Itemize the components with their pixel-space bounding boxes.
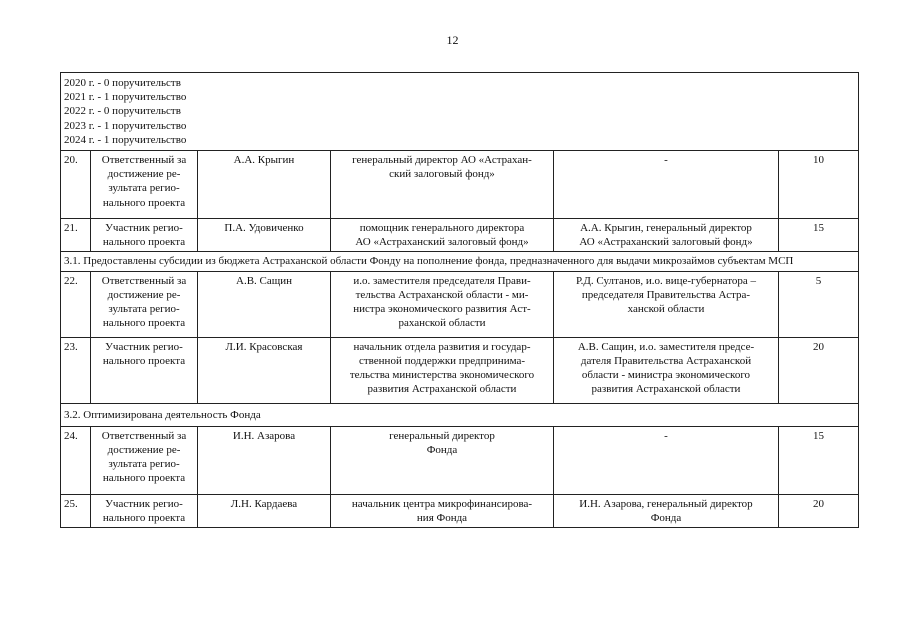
row-number: 22. bbox=[61, 271, 91, 337]
table-row bbox=[61, 337, 859, 403]
position-cell: генеральный директор АО «Астрахан- ский залоговый фонд» bbox=[331, 151, 554, 219]
supervisor-cell: И.Н. Азарова, генеральный директор Фонда bbox=[554, 494, 779, 527]
table-row bbox=[61, 426, 859, 494]
role-cell: Участник регио- нального проекта bbox=[91, 494, 198, 527]
position-cell: и.о. заместителя председателя Прави- тельства Астраханской области - ми- нистра экономического развития Аст- раханской области bbox=[331, 271, 554, 337]
name-cell: Л.И. Красовская bbox=[198, 337, 331, 403]
role-cell: Участник регио- нального проекта bbox=[91, 219, 198, 252]
guarantees-list bbox=[61, 73, 859, 151]
percent-cell: 10 bbox=[779, 151, 859, 219]
continuation-row bbox=[61, 73, 859, 151]
task-heading-row bbox=[61, 403, 859, 426]
supervisor-cell: А.В. Сащин, и.о. заместителя предсе- дателя Правительства Астраханской области - министра экономического развития Астраханской области bbox=[554, 337, 779, 403]
row-number: 23. bbox=[61, 337, 91, 403]
guarantees-line: 2024 г. - 1 поручительство bbox=[64, 133, 187, 146]
table-row bbox=[61, 271, 859, 337]
guarantees-line: 2023 г. - 1 поручительство bbox=[64, 119, 187, 132]
percent-cell: 15 bbox=[779, 219, 859, 252]
page-number: 12 bbox=[446, 33, 459, 47]
guarantees-line: 2020 г. - 0 поручительств bbox=[64, 77, 181, 89]
percent-cell: 5 bbox=[779, 271, 859, 337]
table-row bbox=[61, 494, 859, 527]
position-cell: начальник центра микрофинансирова- ния Фонда bbox=[331, 494, 554, 527]
row-number: 25. bbox=[61, 494, 91, 527]
responsibility-table bbox=[60, 72, 859, 528]
role-cell: Ответственный за достижение ре- зультата регио- нального проекта bbox=[91, 271, 198, 337]
position-cell: генеральный директор Фонда bbox=[331, 426, 554, 494]
row-number: 21. bbox=[61, 219, 91, 252]
guarantees-line: 2022 г. - 0 поручительств bbox=[64, 105, 181, 118]
role-cell: Ответственный за достижение ре- зультата регио- нального проекта bbox=[91, 151, 198, 219]
supervisor-cell: А.А. Крыгин, генеральный директор АО «Астраханский залоговый фонд» bbox=[554, 219, 779, 252]
row-number: 24. bbox=[61, 426, 91, 494]
task-3-2-heading: 3.2. Оптимизирована деятельность Фонда bbox=[61, 403, 859, 426]
table-row bbox=[61, 219, 859, 252]
supervisor-cell: - bbox=[554, 151, 779, 219]
supervisor-cell: - bbox=[554, 426, 779, 494]
name-cell: И.Н. Азарова bbox=[198, 426, 331, 494]
table-row bbox=[61, 151, 859, 219]
name-cell: Л.Н. Кардаева bbox=[198, 494, 331, 527]
percent-cell: 20 bbox=[779, 337, 859, 403]
name-cell: А.А. Крыгин bbox=[198, 151, 331, 219]
position-cell: начальник отдела развития и государ- ственной поддержки предпринима- тельства министерства экономического развития Астраханской области bbox=[331, 337, 554, 403]
role-cell: Участник регио- нального проекта bbox=[91, 337, 198, 403]
task-heading-row bbox=[61, 252, 859, 271]
percent-cell: 15 bbox=[779, 426, 859, 494]
task-3-1-heading: 3.1. Предоставлены субсидии из бюджета Астраханской области Фонду на пополнение фонда, предназначенного для выдачи микрозаймов субъектам МСП bbox=[61, 252, 859, 271]
position-cell: помощник генерального директора АО «Астраханский залоговый фонд» bbox=[331, 219, 554, 252]
name-cell: А.В. Сащин bbox=[198, 271, 331, 337]
supervisor-cell: Р.Д. Султанов, и.о. вице-губернатора – председателя Правительства Астра- ханской области bbox=[554, 271, 779, 337]
guarantees-line: 2021 г. - 1 поручительство bbox=[64, 91, 187, 104]
role-cell: Ответственный за достижение ре- зультата регио- нального проекта bbox=[91, 426, 198, 494]
name-cell: П.А. Удовиченко bbox=[198, 219, 331, 252]
percent-cell: 20 bbox=[779, 494, 859, 527]
row-number: 20. bbox=[61, 151, 91, 219]
